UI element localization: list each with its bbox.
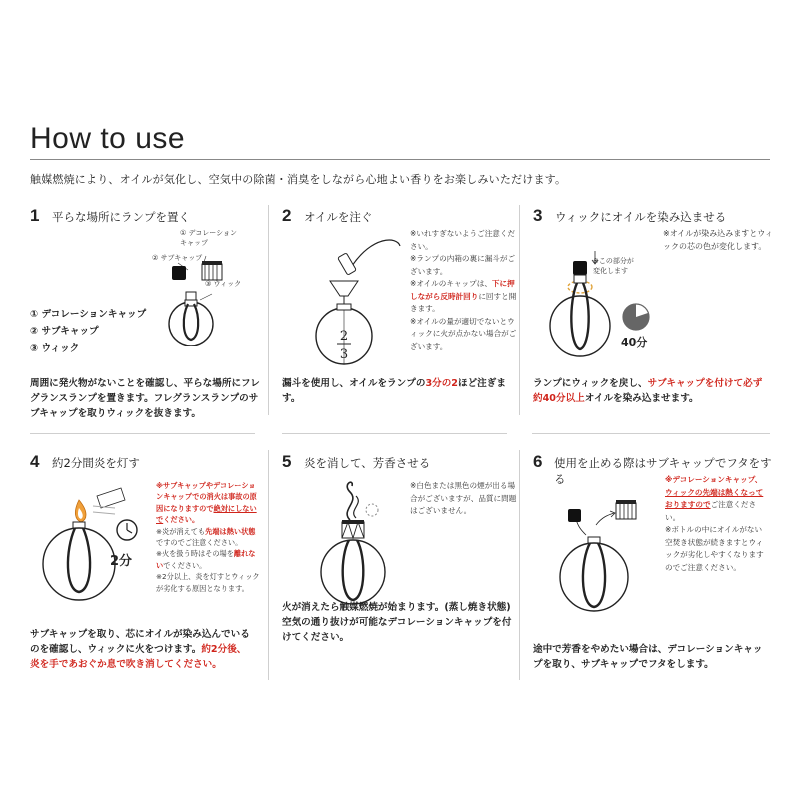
fraction-numerator: 2 xyxy=(339,329,349,344)
note-item: ※サブキャップやデコレーションキャップでの消火は事故の原因になりますので絶対にしないでください。 xyxy=(156,481,257,525)
callout-sub-cap: ② サブキャップ xyxy=(152,254,203,262)
timer-label: 40分 xyxy=(621,336,648,349)
note-item: ※ボトルの中にオイルがない空焚き状態が続きますとウィックが劣化しやすくなりますのでご注意ください。 xyxy=(665,525,764,572)
list-item: ③ ウィック xyxy=(30,343,80,354)
fraction-denominator: 3 xyxy=(339,347,349,362)
notes xyxy=(156,480,260,594)
step-title: 炎を消して、芳香させる xyxy=(304,456,431,470)
step-description: 火が消えたら触媒燃焼が始まります。(蒸し焼き状態)空気の通り抜けが可能なデコレーションキャップを付けてください。 xyxy=(282,602,512,643)
funnel-bottle-illustration xyxy=(302,226,402,366)
decoration-cap-icon xyxy=(342,520,364,538)
step-title: 平らな場所にランプを置く xyxy=(52,210,190,224)
step-description: ランプにウィックを戻し、サブキャップを付けて必ず約40分以上オイルを染み込ませます。 xyxy=(533,378,763,404)
step-title: 使用を止める際はサブキャップでフタをする xyxy=(554,456,772,486)
step-description: 漏斗を使用し、オイルをランプの3分の2ほど注ぎます。 xyxy=(282,378,506,404)
step-number: 6 xyxy=(533,452,543,471)
note-item: ※火を扱う時はその場を離れないでください。 xyxy=(156,549,256,570)
lamp-parts-illustration xyxy=(130,236,250,346)
note: ※オイルが染み込みますとウィックの芯の色が変化します。 xyxy=(663,229,773,251)
step-1 xyxy=(30,206,270,446)
notes xyxy=(665,474,769,574)
step-number: 1 xyxy=(30,206,40,225)
step-title: ウィックにオイルを染み込ませる xyxy=(555,210,727,224)
title-rule xyxy=(30,159,770,160)
step-header xyxy=(282,206,372,226)
step-number: 5 xyxy=(282,452,292,471)
step-number: 4 xyxy=(30,452,40,471)
clock-40-icon xyxy=(621,302,651,332)
note-item: ※炎が消えても先端は熱い状態ですのでご注意ください。 xyxy=(156,526,256,548)
notes xyxy=(410,228,520,353)
step-title: オイルを注ぐ xyxy=(304,210,373,224)
step-header xyxy=(282,452,430,472)
list-item: ② サブキャップ xyxy=(30,326,99,337)
step-number: 2 xyxy=(282,206,292,225)
note-item: ※オイルの量が適切でないとウィックに火が点かない場合がございます。 xyxy=(410,316,517,351)
note-item: ※オイルのキャップは、下に押しながら反時計回りに回すと開きます。 xyxy=(410,279,517,313)
step-6 xyxy=(533,452,773,692)
step-header xyxy=(533,206,726,226)
clock-2min-icon xyxy=(117,520,137,540)
note: ※白色または黒色の煙が出る場合がございますが、品質に問題はございません。 xyxy=(410,481,517,515)
note-item: ※2分以上、炎を灯すとウィックが劣化する原因となります。 xyxy=(156,572,260,593)
note-item: ※いれすぎないようご注意ください。 xyxy=(410,229,516,251)
intro-text: 触媒燃焼により、オイルが気化し、空気中の除菌・消臭をしながら心地よい香りをお楽しみいただけます。 xyxy=(30,173,567,186)
decoration-cap-icon xyxy=(616,500,636,519)
list-item: ① デコレーションキャップ xyxy=(30,309,147,320)
step-number: 3 xyxy=(533,206,543,225)
step-5 xyxy=(282,452,522,692)
callout-wick: ③ ウィック xyxy=(205,280,242,288)
page-title: How to use xyxy=(30,122,186,155)
step-header xyxy=(30,206,190,226)
hand-fan-icon xyxy=(93,488,125,514)
step-description: サブキャップを取り、芯にオイルが染み込んでいるのを確認し、ウィックに火をつけます。約2分後、炎を手であおぐか息で吹き消してください。 xyxy=(30,629,250,670)
step-4 xyxy=(30,452,270,692)
step-description: 周囲に発火物がないことを確認し、平らな場所にフレグランスランプを置きます。フレグランスランプのサブキャップを取りウィックを抜きます。 xyxy=(30,378,260,419)
capped-lamp-illustration xyxy=(538,487,658,617)
callout-decoration-cap: ① デコレーション キャップ xyxy=(180,229,237,247)
parts-list xyxy=(30,306,146,357)
diffusing-lamp-illustration xyxy=(302,480,412,610)
step-3 xyxy=(533,206,773,446)
note-item: ※デコレーションキャップ、ウィックの先端は熱くなっておりますのでご注意ください。 xyxy=(665,475,764,522)
callout-change-area: ※この部分が 変化します xyxy=(593,257,634,275)
note-item: ※ランプの内箱の裏に漏斗がございます。 xyxy=(410,254,516,276)
step-header xyxy=(30,452,140,472)
step-2 xyxy=(282,206,522,446)
timer-label: 2分 xyxy=(110,554,133,569)
step-description: 途中で芳香をやめたい場合は、デコレーションキャップを取り、サブキャップでフタをします。 xyxy=(533,644,763,670)
lit-lamp-illustration xyxy=(35,482,155,612)
decoration-cap-icon xyxy=(202,261,222,280)
step-title: 約2分間炎を灯す xyxy=(52,456,140,470)
